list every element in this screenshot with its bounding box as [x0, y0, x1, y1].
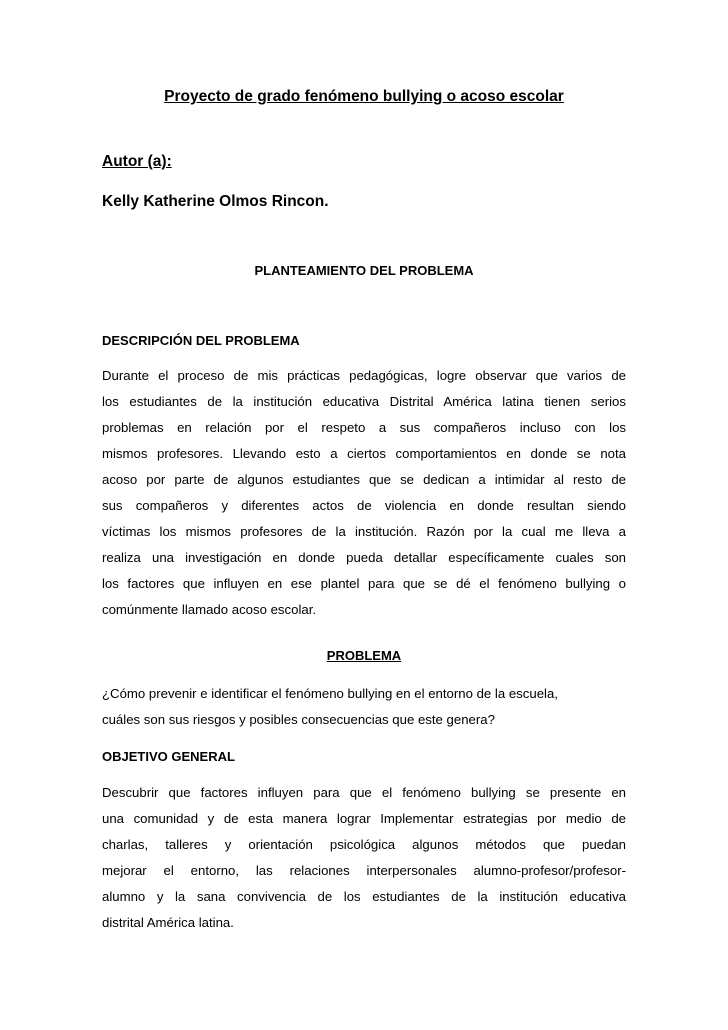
document-title: Proyecto de grado fenómeno bullying o acoso escolar: [164, 88, 564, 105]
paragraph-line: acoso por parte de algunos estudiantes que se dedican a intimidar al resto de: [102, 472, 626, 487]
paragraph-line: mejorar el entorno, las relaciones interpersonales alumno-profesor/profesor-: [102, 863, 626, 878]
paragraph-line: los factores que influyen en ese plantel para que se dé el fenómeno bullying o: [102, 576, 626, 591]
paragraph-line: ¿Cómo prevenir e identificar el fenómeno bullying en el entorno de la escuela,: [102, 686, 558, 701]
paragraph-line: una comunidad y de esta manera lograr Implementar estrategias por medio de: [102, 811, 626, 826]
paragraph-line: los estudiantes de la institución educativa Distrital América latina tienen serios: [102, 394, 626, 409]
paragraph-line: Durante el proceso de mis prácticas pedagógicas, logre observar que varios de: [102, 368, 626, 383]
descripcion-heading: DESCRIPCIÓN DEL PROBLEMA: [102, 333, 300, 348]
paragraph-line: Descubrir que factores influyen para que el fenómeno bullying se presente en: [102, 785, 626, 800]
paragraph-line: mismos profesores. Llevando esto a ciertos comportamientos en donde se nota: [102, 446, 626, 461]
paragraph-line: charlas, talleres y orientación psicológica algunos métodos que puedan: [102, 837, 626, 852]
paragraph-line: problemas en relación por el respeto a sus compañeros incluso con los: [102, 420, 626, 435]
paragraph-line: realiza una investigación en donde pueda detallar específicamente cuales son: [102, 550, 626, 565]
paragraph-line: alumno y la sana convivencia de los estudiantes de la institución educativa: [102, 889, 626, 904]
objetivo-heading: OBJETIVO GENERAL: [102, 749, 235, 764]
paragraph-line: comúnmente llamado acoso escolar.: [102, 602, 317, 617]
objetivo-paragraph: [102, 780, 626, 936]
section-planteamiento-heading: PLANTEAMIENTO DEL PROBLEMA: [254, 263, 474, 278]
author-label: Autor (a):: [102, 153, 172, 170]
paragraph-line: víctimas los mismos profesores de la institución. Razón por la cual me lleva a: [102, 524, 626, 539]
problema-paragraph: [102, 681, 626, 733]
paragraph-line: distrital América latina.: [102, 915, 234, 930]
paragraph-line: cuáles son sus riesgos y posibles consecuencias que este genera?: [102, 712, 495, 727]
descripcion-paragraph: [102, 363, 626, 623]
paragraph-line: sus compañeros y diferentes actos de violencia en donde resultan siendo: [102, 498, 626, 513]
problema-heading: PROBLEMA: [326, 648, 402, 663]
author-name: Kelly Katherine Olmos Rincon.: [102, 193, 329, 210]
